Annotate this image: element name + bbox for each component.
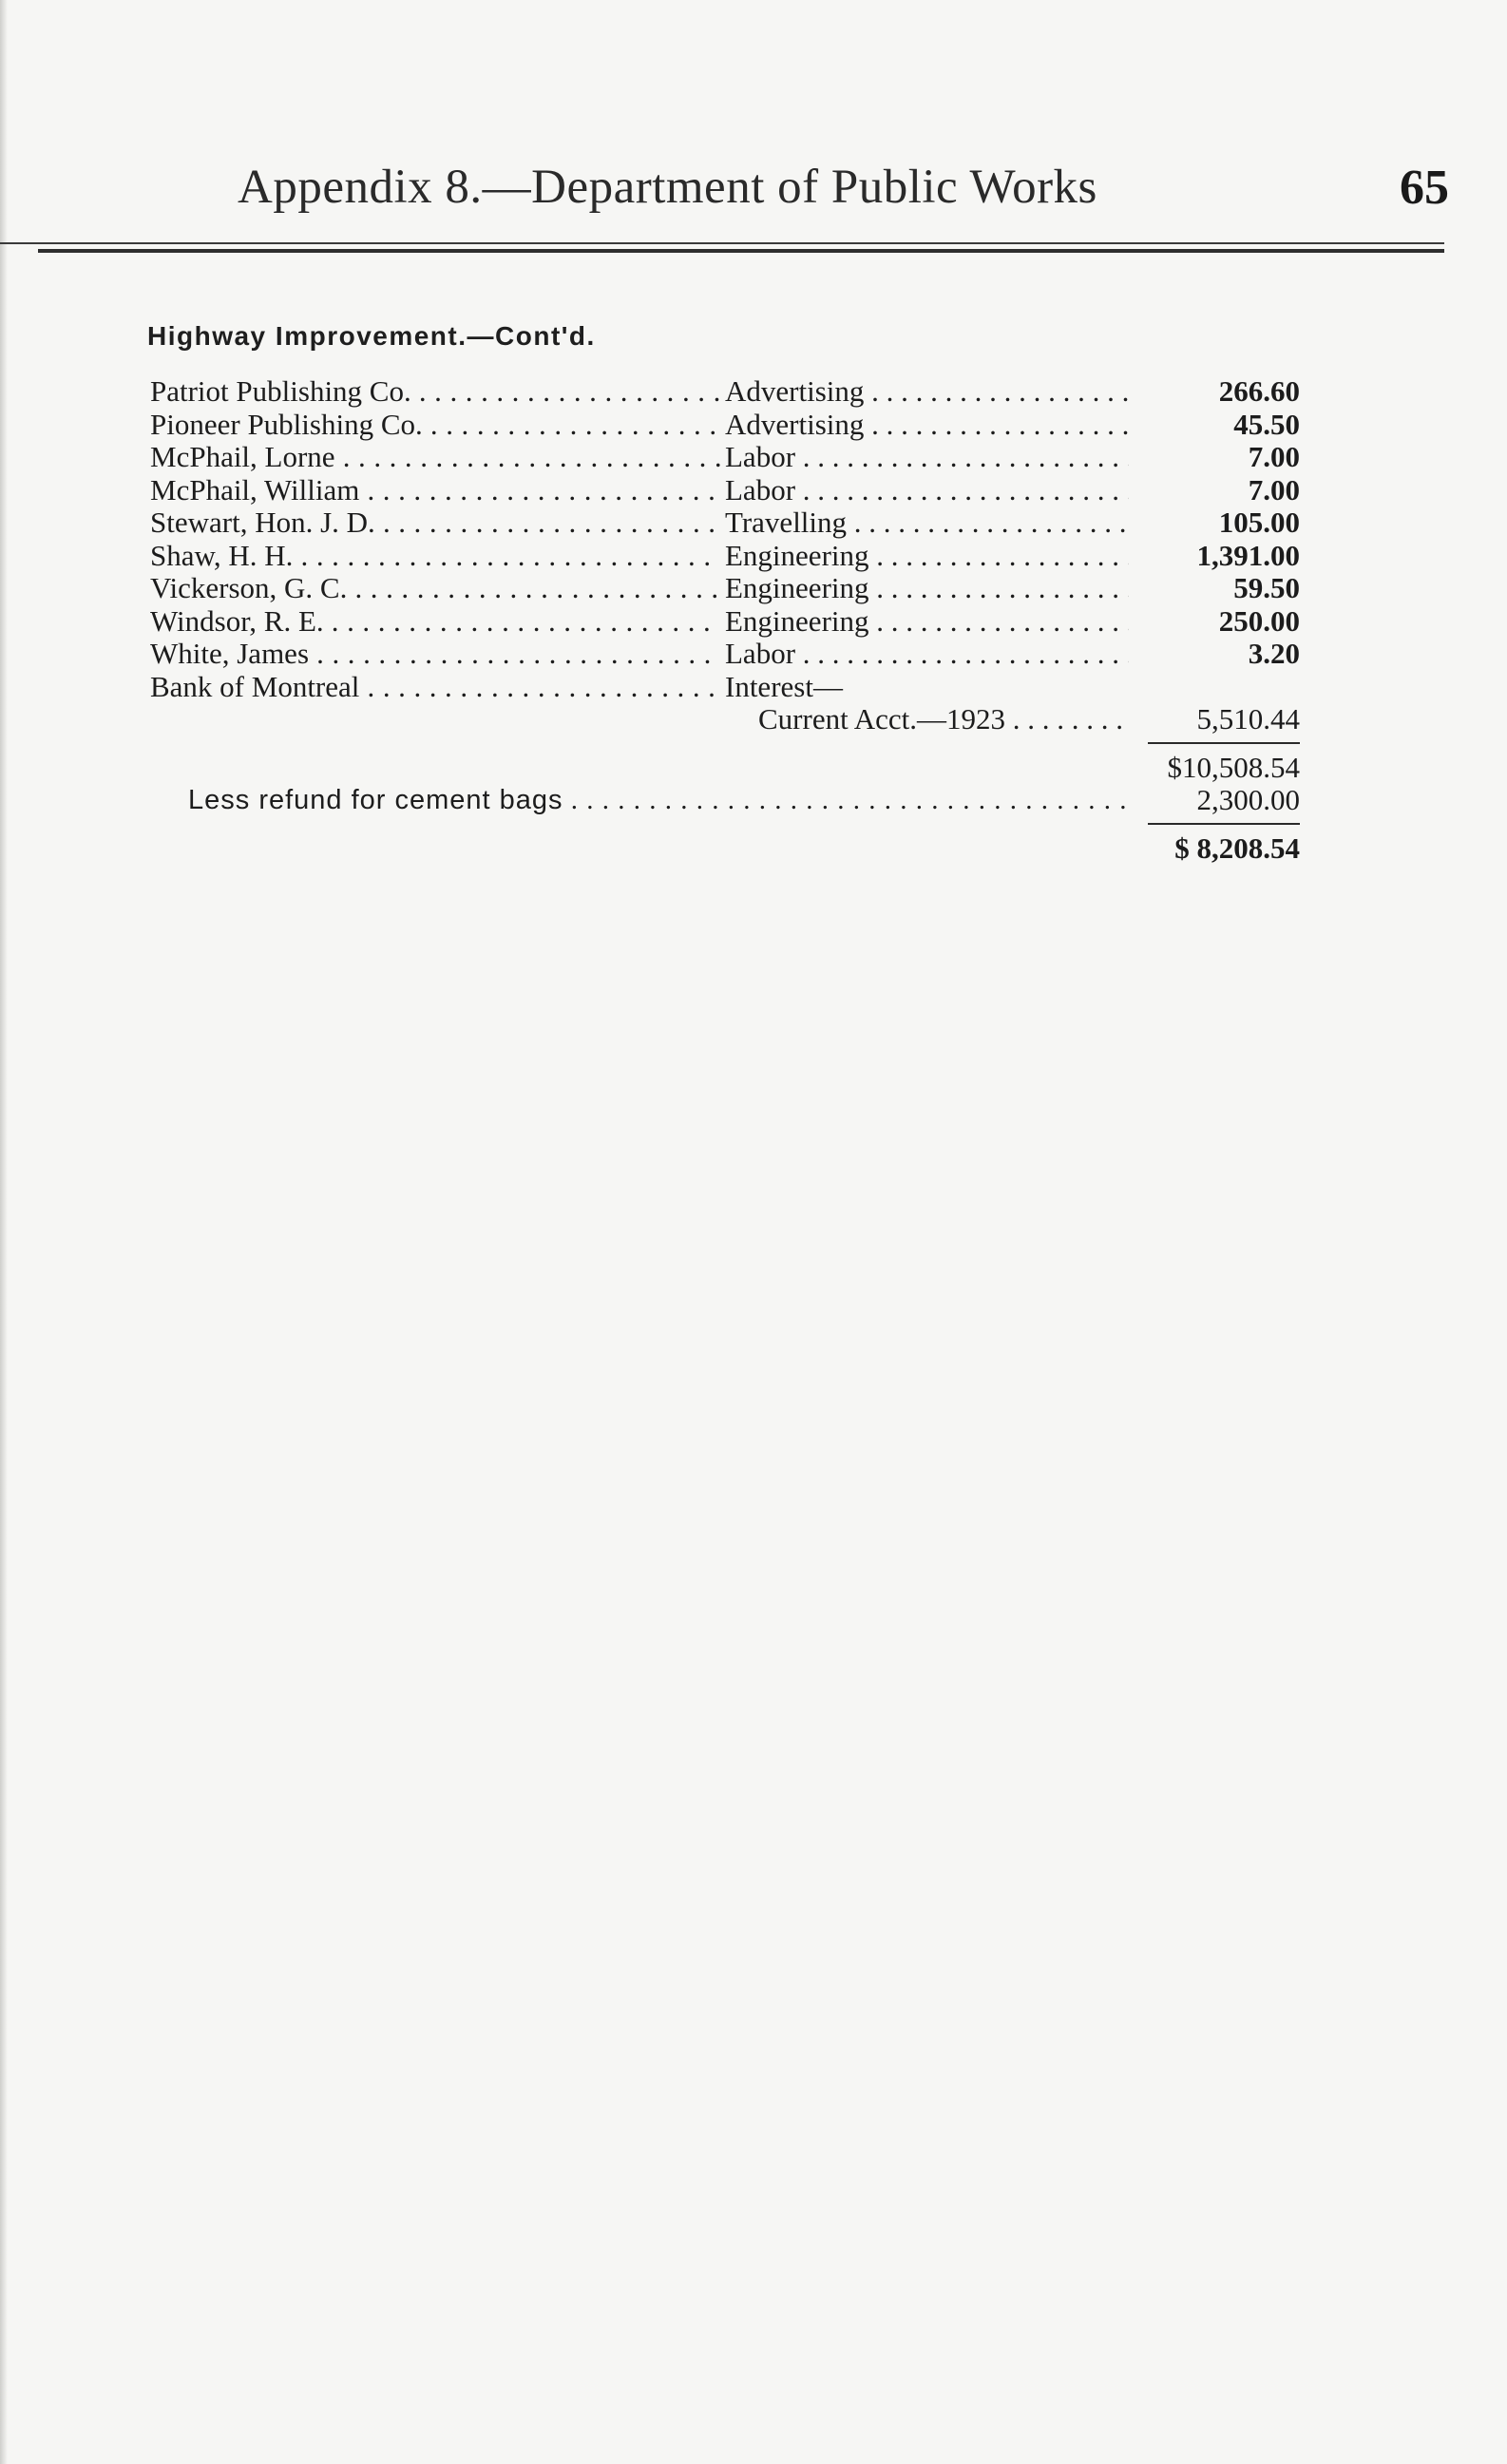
payment-amount: 7.00	[1129, 441, 1300, 474]
subtotal-amount: $10,508.54	[1129, 752, 1300, 785]
ledger-row	[150, 375, 1300, 409]
ledger-table	[150, 375, 1300, 865]
total-amount: $ 8,208.54	[1129, 832, 1300, 866]
payment-purpose: Labor . . .	[725, 441, 1295, 474]
payment-purpose: Engineering . . .	[725, 605, 1295, 639]
payment-purpose: Advertising . . .	[725, 409, 1295, 442]
ledger-row	[150, 506, 1300, 540]
ledger-row-bank-detail	[150, 703, 1300, 736]
total-row	[150, 832, 1300, 866]
ledger-row	[150, 540, 1300, 573]
ledger-row	[150, 441, 1300, 474]
subtotal-rule	[1148, 742, 1300, 744]
ledger-row	[150, 605, 1300, 639]
payee-name: Shaw, H. H. . . .	[150, 540, 720, 573]
payee-name: McPhail, Lorne . . .	[150, 441, 720, 474]
payee-name: McPhail, William . . .	[150, 474, 720, 507]
header-rule-thick	[38, 249, 1444, 253]
total-rule-row	[150, 817, 1300, 832]
payment-amount: 250.00	[1129, 605, 1300, 639]
page-header	[238, 160, 1459, 226]
payment-amount: 59.50	[1129, 572, 1300, 605]
payment-amount: 45.50	[1129, 409, 1300, 442]
payment-amount: 7.00	[1129, 474, 1300, 507]
subtotal-row	[150, 752, 1300, 785]
ledger-row-bank	[150, 671, 1300, 704]
payment-purpose: Engineering . . .	[725, 540, 1295, 573]
payee-name: Patriot Publishing Co. . . .	[150, 375, 720, 409]
payee-name: White, James . . .	[150, 638, 720, 671]
page-edge-shadow	[0, 0, 8, 2464]
payee-name: Bank of Montreal . . .	[150, 671, 720, 704]
payment-purpose: Travelling . . .	[725, 506, 1295, 540]
payee-name: Windsor, R. E. . . .	[150, 605, 720, 639]
refund-amount: 2,300.00	[1129, 784, 1300, 817]
payment-purpose: Interest—	[725, 670, 843, 703]
payment-amount: 105.00	[1129, 506, 1300, 540]
payee-name: Pioneer Publishing Co. . . .	[150, 409, 720, 442]
section-heading: Highway Improvement.—Cont'd.	[147, 321, 596, 351]
refund-label: Less refund for cement bags . . .	[188, 784, 1138, 817]
total-rule	[1148, 823, 1300, 825]
ledger-row	[150, 474, 1300, 507]
refund-row	[150, 784, 1300, 817]
running-title: Appendix 8.—Department of Public Works	[238, 161, 1097, 214]
payment-amount: 3.20	[1129, 638, 1300, 671]
ledger-row	[150, 572, 1300, 605]
subtotal-rule-row	[150, 736, 1300, 752]
payment-amount: 266.60	[1129, 375, 1300, 409]
payment-purpose: Labor . . .	[725, 638, 1295, 671]
ledger-row	[150, 409, 1300, 442]
payment-purpose: Advertising . . .	[725, 375, 1295, 409]
payment-purpose: Engineering . . .	[725, 572, 1295, 605]
page-number: 65	[1400, 161, 1449, 215]
ledger-row	[150, 638, 1300, 671]
header-rule-thin	[0, 242, 1444, 244]
payment-amount: 5,510.44	[1129, 703, 1300, 736]
payee-name: Vickerson, G. C. . . .	[150, 572, 720, 605]
payee-name: Stewart, Hon. J. D. . . .	[150, 506, 720, 540]
payment-amount: 1,391.00	[1129, 540, 1300, 573]
payment-sub-purpose: Current Acct.—1923 . . .	[758, 703, 1143, 736]
payment-purpose: Labor . . .	[725, 474, 1295, 507]
